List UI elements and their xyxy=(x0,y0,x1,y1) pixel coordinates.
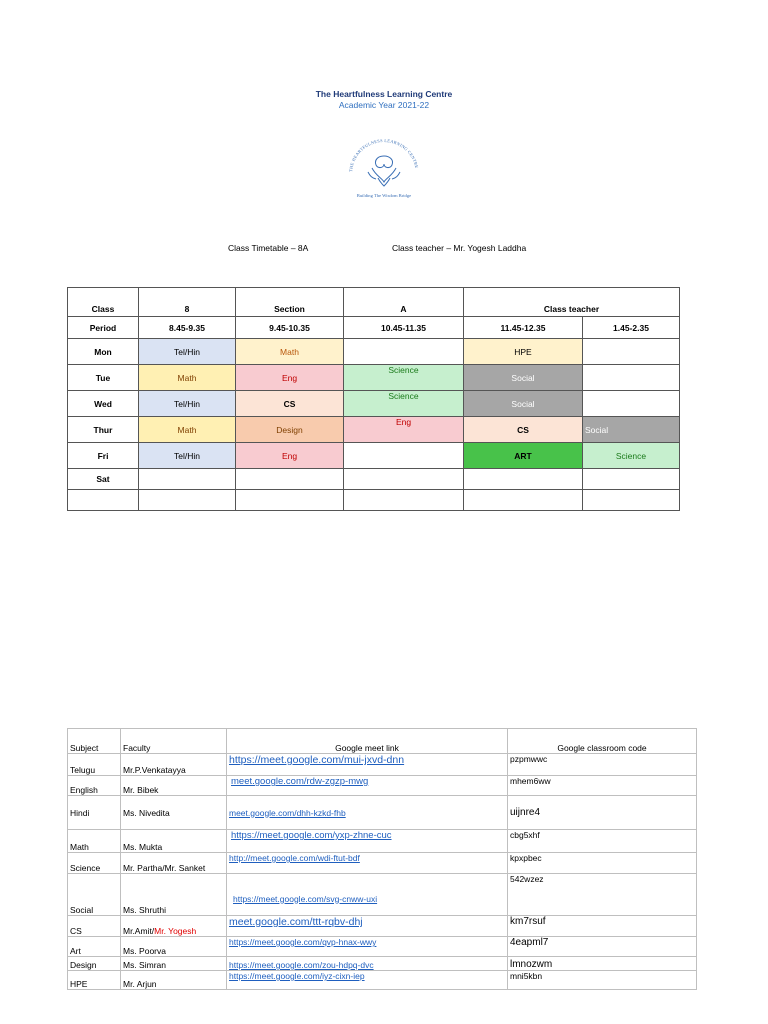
meet-link[interactable]: meet.google.com/rdw-zgzp-mwg xyxy=(231,776,369,787)
faculty-row-english xyxy=(68,776,697,796)
subject-cell: Science xyxy=(68,853,121,874)
faculty-cell: Ms. Mukta xyxy=(121,830,227,853)
day-row-mon xyxy=(68,339,680,365)
faculty-row-hpe xyxy=(68,971,697,990)
meet-link[interactable]: https://meet.google.com/qvp-hnax-wwy xyxy=(229,937,377,947)
logo-motto: Building The Wisdom Bridge xyxy=(356,193,412,198)
meet-link[interactable]: https://meet.google.com/mui-jxvd-dnn xyxy=(229,754,405,766)
classroom-code: km7rsuf xyxy=(508,916,697,937)
header-subject: Subject xyxy=(68,729,121,754)
day-label: Sat xyxy=(68,469,139,490)
faculty-cell: Ms. Shruthi xyxy=(121,874,227,916)
slot-cell: Social xyxy=(583,417,680,443)
faculty-cell: Mr. Partha/Mr. Sanket xyxy=(121,853,227,874)
class-timetable-label: Class Timetable – 8A xyxy=(228,243,309,253)
slot-cell: CS xyxy=(464,417,583,443)
meet-link[interactable]: https://meet.google.com/iyz-cixn-iep xyxy=(229,971,365,981)
header-classroom-code: Google classroom code xyxy=(508,729,697,754)
slot-cell: Tel/Hin xyxy=(139,391,236,417)
faculty-cell xyxy=(121,916,227,937)
period-5: 1.45-2.35 xyxy=(583,317,680,339)
classroom-code: kpxpbec xyxy=(508,853,697,874)
classroom-code: 4eapml7 xyxy=(508,937,697,957)
period-2: 9.45-10.35 xyxy=(236,317,344,339)
slot-cell: HPE xyxy=(464,339,583,365)
period-3: 10.45-11.35 xyxy=(344,317,464,339)
empty-cell xyxy=(344,490,464,511)
faculty-table xyxy=(67,728,697,990)
header-class-value: 8 xyxy=(139,288,236,317)
slot-cell: Eng xyxy=(236,443,344,469)
subject-cell: Design xyxy=(68,957,121,971)
slot-cell xyxy=(139,469,236,490)
slot-cell: Math xyxy=(139,365,236,391)
slot-cell: Tel/Hin xyxy=(139,339,236,365)
faculty-cell: Ms. Simran xyxy=(121,957,227,971)
meet-link[interactable]: https://meet.google.com/zou-hdpq-dvc xyxy=(229,960,374,970)
meet-link[interactable]: meet.google.com/ttt-rqbv-dhj xyxy=(229,916,363,928)
faculty-row-science xyxy=(68,853,697,874)
slot-cell: Tel/Hin xyxy=(139,443,236,469)
slot-cell xyxy=(583,469,680,490)
slot-cell xyxy=(344,443,464,469)
classroom-code: uijnre4 xyxy=(508,796,697,830)
slot-cell: Social xyxy=(464,391,583,417)
slot-cell: ART xyxy=(464,443,583,469)
classroom-code: cbg5xhf xyxy=(508,830,697,853)
empty-cell xyxy=(236,490,344,511)
meet-link[interactable]: meet.google.com/dhh-kzkd-fhb xyxy=(229,807,346,818)
day-row-sat xyxy=(68,469,680,490)
period-label: Period xyxy=(68,317,139,339)
header-class-teacher: Class teacher xyxy=(464,288,680,317)
faculty-name: Mr.Amit/ xyxy=(123,926,155,936)
class-teacher-label: Class teacher – Mr. Yogesh Laddha xyxy=(392,243,527,253)
classroom-code: pzpmwwc xyxy=(508,754,697,776)
classroom-code: mhem6ww xyxy=(508,776,697,796)
empty-cell xyxy=(68,490,139,511)
period-1: 8.45-9.35 xyxy=(139,317,236,339)
meet-link[interactable]: https://meet.google.com/yxp-zhne-cuc xyxy=(231,830,392,841)
slot-cell: Eng xyxy=(236,365,344,391)
faculty-name-alt: Mr. Yogesh xyxy=(154,926,197,936)
faculty-header-row xyxy=(68,729,697,754)
subject-cell: Telugu xyxy=(68,754,121,776)
subject-cell: Hindi xyxy=(68,796,121,830)
day-label: Tue xyxy=(68,365,139,391)
subject-cell: HPE xyxy=(68,971,121,990)
classroom-code: lmnozwm xyxy=(508,957,697,971)
faculty-row-social xyxy=(68,874,697,916)
subject-cell: English xyxy=(68,776,121,796)
slot-cell: Science xyxy=(583,443,680,469)
slot-cell: Science xyxy=(344,365,464,391)
header-faculty: Faculty xyxy=(121,729,227,754)
timetable-header-row xyxy=(68,288,680,317)
slot-cell xyxy=(583,339,680,365)
slot-cell xyxy=(583,391,680,417)
header-class: Class xyxy=(68,288,139,317)
empty-cell xyxy=(583,490,680,511)
day-row-thur xyxy=(68,417,680,443)
slot-cell xyxy=(464,469,583,490)
day-row-wed xyxy=(68,391,680,417)
empty-row xyxy=(68,490,680,511)
empty-cell xyxy=(139,490,236,511)
day-label: Fri xyxy=(68,443,139,469)
meet-link[interactable]: https://meet.google.com/svg-cnww-uxi xyxy=(233,893,378,904)
slot-cell xyxy=(236,469,344,490)
subject-cell: Art xyxy=(68,937,121,957)
timetable xyxy=(67,287,680,511)
period-4: 11.45-12.35 xyxy=(464,317,583,339)
day-label: Mon xyxy=(68,339,139,365)
school-logo-icon xyxy=(338,134,430,204)
slot-cell xyxy=(344,339,464,365)
faculty-row-hindi xyxy=(68,796,697,830)
slot-cell: Science xyxy=(344,391,464,417)
faculty-row-cs xyxy=(68,916,697,937)
slot-cell: CS xyxy=(236,391,344,417)
svg-text:THE HEARTFULNESS LEARNING CENT: THE HEARTFULNESS LEARNING CENTRE xyxy=(348,137,420,173)
subject-cell: Math xyxy=(68,830,121,853)
period-row xyxy=(68,317,680,339)
subject-cell: Social xyxy=(68,874,121,916)
meet-link[interactable]: http://meet.google.com/wdi-ftut-bdf xyxy=(229,853,360,863)
header-meet-link: Google meet link xyxy=(227,729,508,754)
day-label: Wed xyxy=(68,391,139,417)
slot-cell xyxy=(583,365,680,391)
header-section: Section xyxy=(236,288,344,317)
faculty-cell: Mr.P.Venkatayya xyxy=(121,754,227,776)
subject-cell: CS xyxy=(68,916,121,937)
classroom-code: 542wzez xyxy=(508,874,697,916)
empty-cell xyxy=(464,490,583,511)
faculty-cell: Ms. Poorva xyxy=(121,937,227,957)
faculty-cell: Mr. Arjun xyxy=(121,971,227,990)
day-row-tue xyxy=(68,365,680,391)
faculty-row-design xyxy=(68,957,697,971)
academic-year: Academic Year 2021-22 xyxy=(338,100,430,110)
document-header xyxy=(0,89,768,111)
faculty-cell: Mr. Bibek xyxy=(121,776,227,796)
faculty-row-art xyxy=(68,937,697,957)
slot-cell: Math xyxy=(236,339,344,365)
school-name: The Heartfulness Learning Centre xyxy=(315,89,453,99)
slot-cell: Math xyxy=(139,417,236,443)
faculty-cell: Ms. Nivedita xyxy=(121,796,227,830)
faculty-row-telugu xyxy=(68,754,697,776)
header-section-value: A xyxy=(344,288,464,317)
classroom-code: mni5kbn xyxy=(508,971,697,990)
slot-cell: Design xyxy=(236,417,344,443)
day-label: Thur xyxy=(68,417,139,443)
slot-cell: Social xyxy=(464,365,583,391)
slot-cell: Eng xyxy=(344,417,464,443)
faculty-row-math xyxy=(68,830,697,853)
slot-cell xyxy=(344,469,464,490)
day-row-fri xyxy=(68,443,680,469)
